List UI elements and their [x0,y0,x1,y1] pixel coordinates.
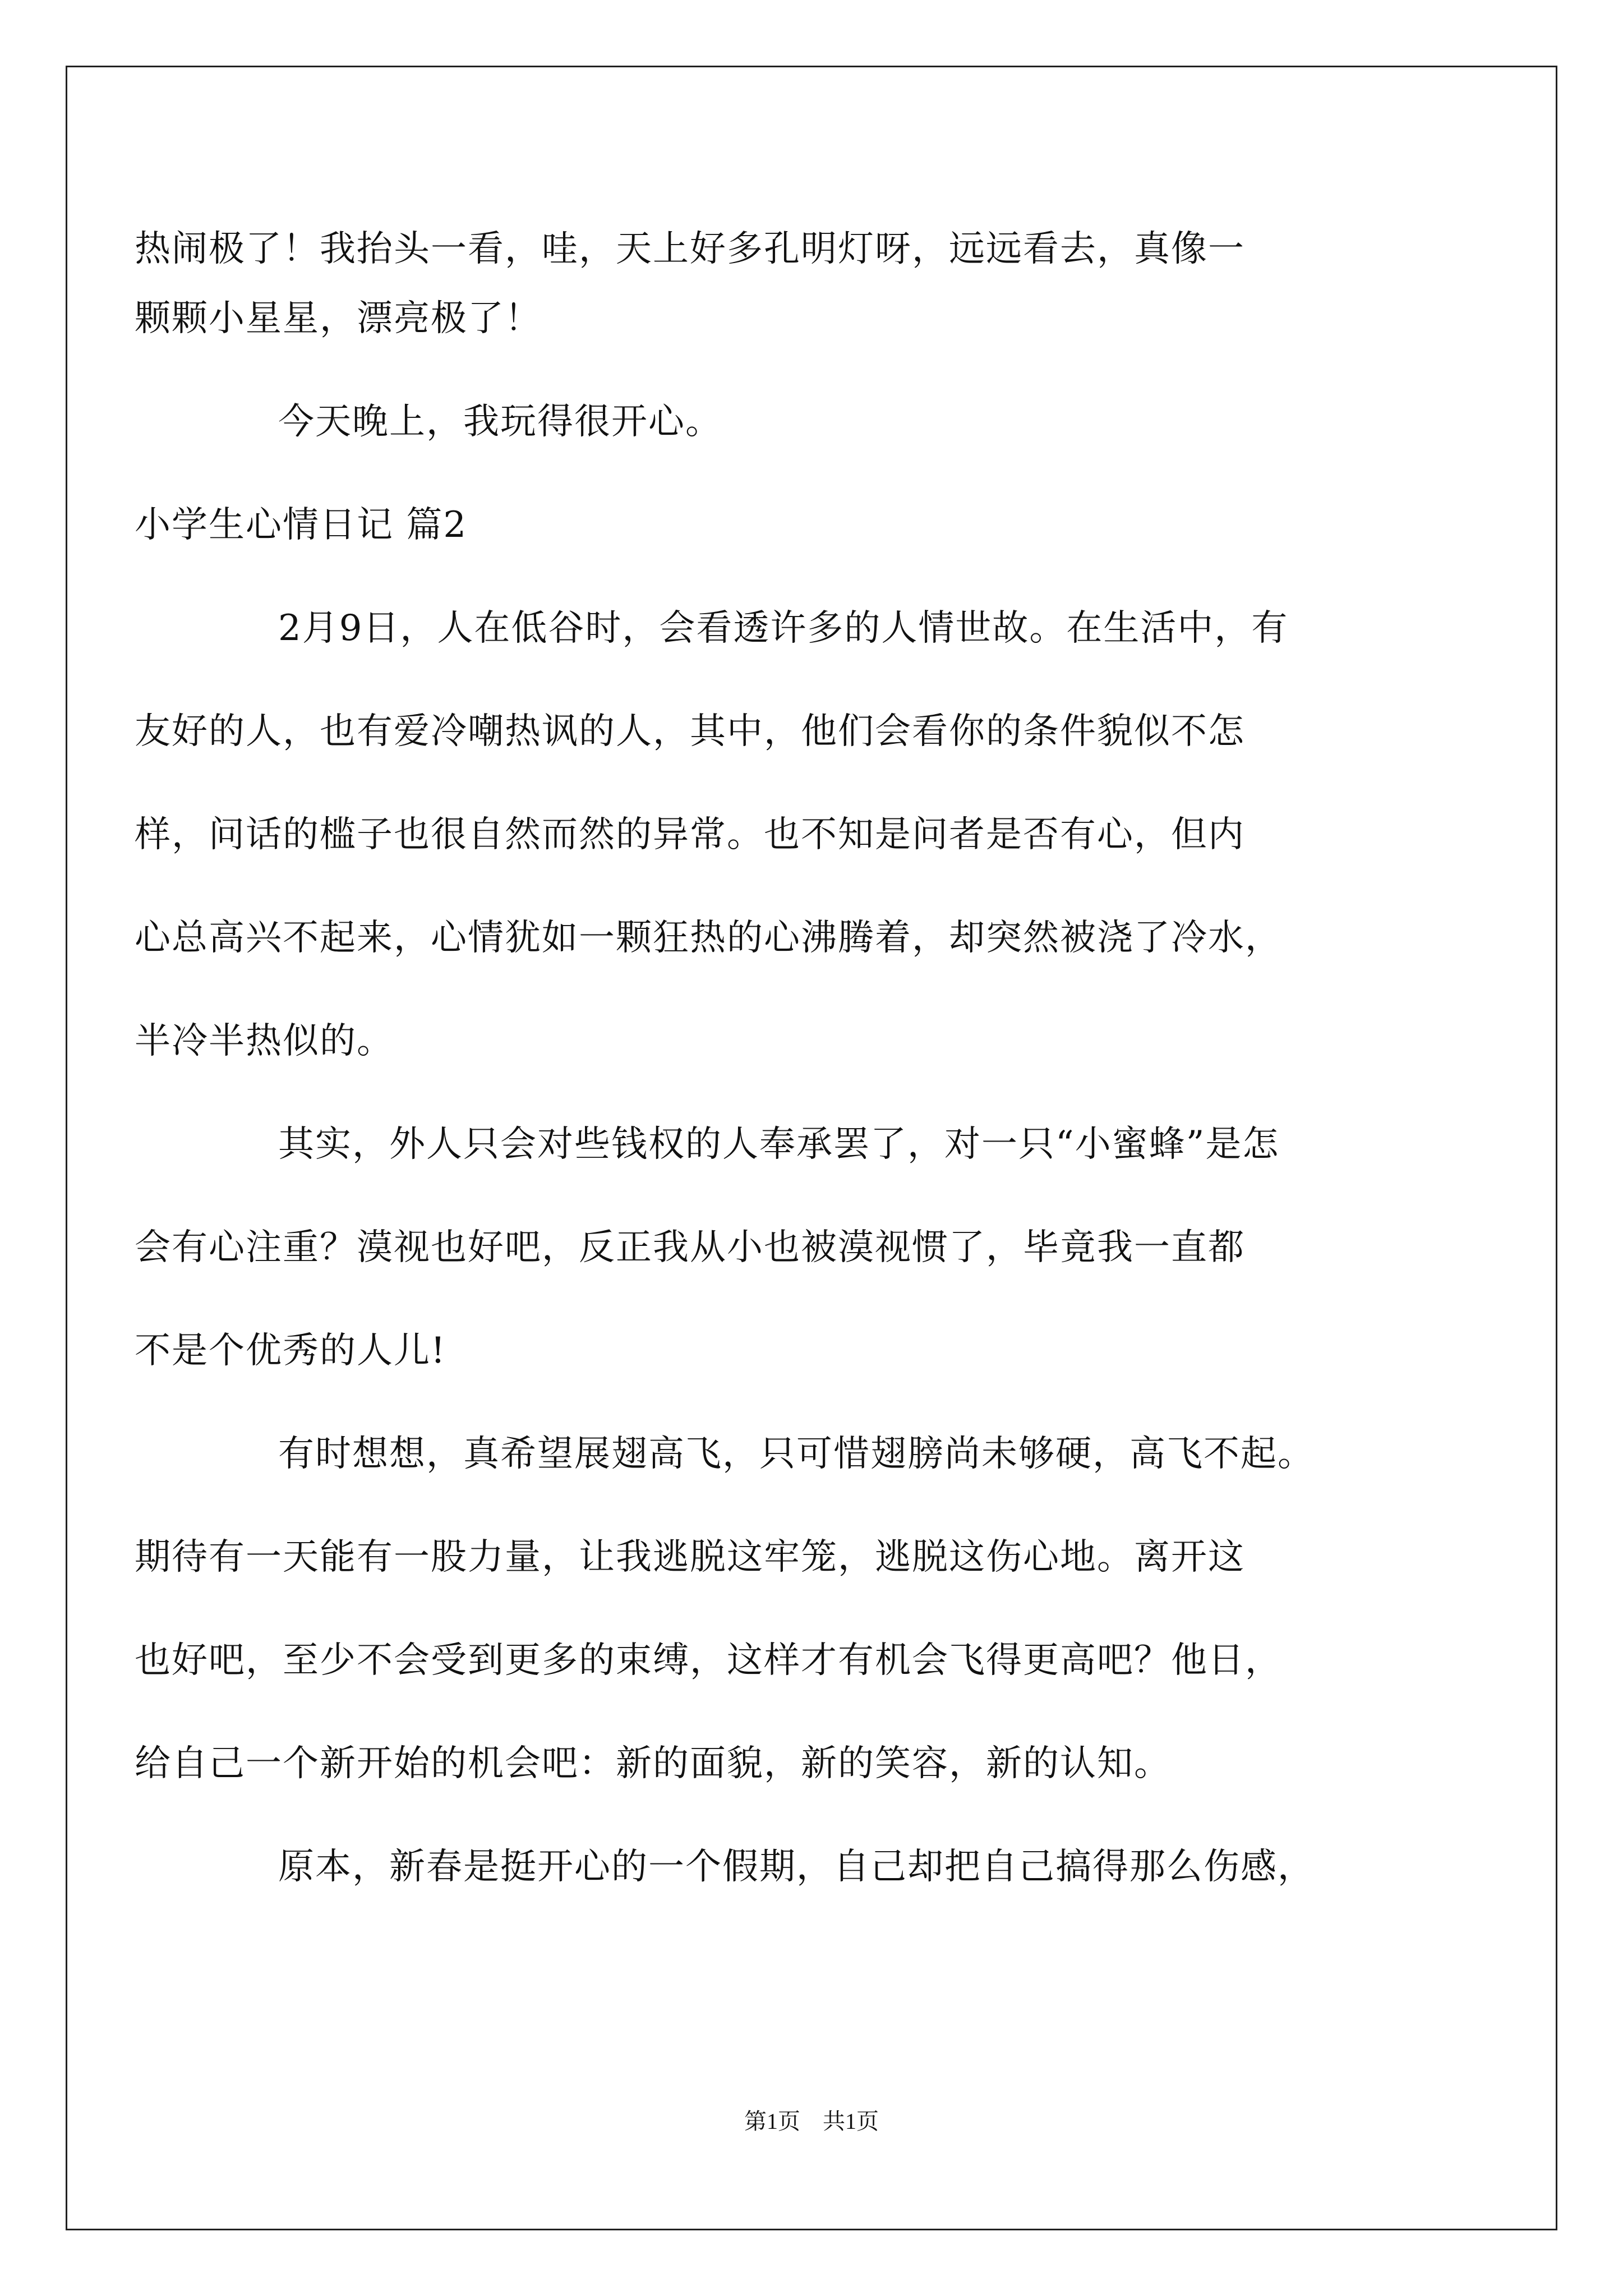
paragraph-line: 样，问话的槛子也很自然而然的异常。也不知是问者是否有心，但内 [135,814,1245,855]
paragraph-line: 不是个优秀的人儿! [135,1330,446,1372]
paragraph-line: 会有心注重？漠视也好吧，反正我从小也被漠视惯了，毕竟我一直都 [135,1227,1245,1268]
paragraph-line: 颗颗小星星，漂亮极了！ [135,298,542,339]
paragraph-line: 给自己一个新开始的机会吧：新的面貌，新的笑容，新的认知。 [135,1743,1171,1784]
page-number: 第1页 共1页 [744,2109,879,2134]
section-heading: 小学生心情日记 篇2 [135,504,468,546]
paragraph-line: 友好的人，也有爱冷嘲热讽的人，其中，他们会看你的条件貌似不怎 [135,711,1245,752]
paragraph-line: 期待有一天能有一股力量，让我逃脱这牢笼，逃脱这伤心地。离开这 [135,1536,1245,1578]
paragraph-line: 今天晚上，我玩得很开心。 [278,401,722,443]
paragraph-line: 心总高兴不起来，心情犹如一颗狂热的心沸腾着，却突然被浇了冷水， [135,917,1282,959]
paragraph-line: 其实，外人只会对些钱权的人奉承罢了，对一只“小蜜蜂”是怎 [278,1124,1280,1165]
paragraph-line: 2月9日，人在低谷时，会看透许多的人情世故。在生活中，有 [278,608,1289,649]
page-footer [0,2110,1623,2133]
paragraph-line: 半冷半热似的。 [135,1020,394,1062]
paragraph-line: 也好吧，至少不会受到更多的束缚，这样才有机会飞得更高吧？他日， [135,1640,1282,1681]
paragraph-line: 有时想想，真希望展翅高飞，只可惜翅膀尚未够硬，高飞不起。 [278,1433,1315,1475]
paragraph-line: 原本，新春是挺开心的一个假期，自己却把自己搞得那么伤感， [278,1846,1315,1888]
paragraph-line: 热闹极了！我抬头一看，哇，天上好多孔明灯呀，远远看去，真像一 [135,228,1245,270]
